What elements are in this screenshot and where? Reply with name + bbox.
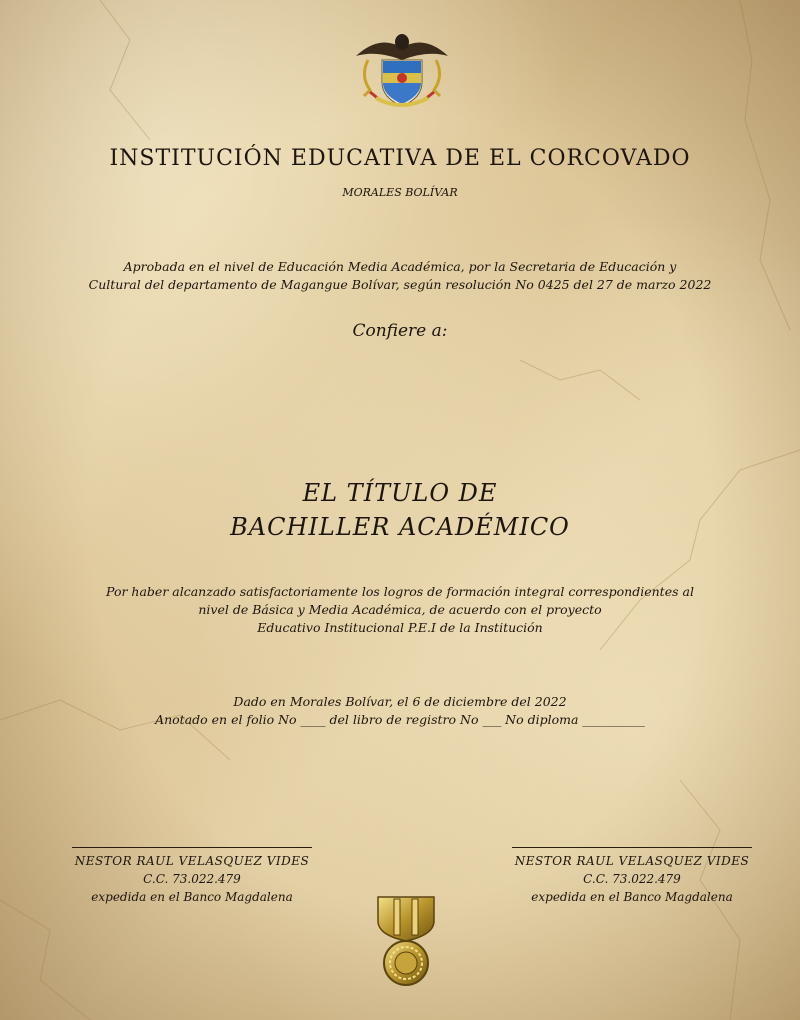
signer-id-origin: expedida en el Banco Magdalena bbox=[531, 890, 733, 904]
institution-name: INSTITUCIÓN EDUCATIVA DE EL CORCOVADO bbox=[109, 146, 691, 171]
degree-line-2: BACHILLER ACADÉMICO bbox=[230, 513, 570, 541]
gold-medal-icon bbox=[370, 895, 442, 989]
signer-name: NESTOR RAUL VELASQUEZ VIDES bbox=[74, 854, 310, 868]
signature-block-right bbox=[502, 852, 762, 906]
signer-id-origin: expedida en el Banco Magdalena bbox=[91, 890, 293, 904]
reason-line-2: nivel de Básica y Media Académica, de acuerdo con el proyecto bbox=[198, 602, 602, 617]
signer-id: C.C. 73.022.479 bbox=[583, 872, 681, 886]
degree-title bbox=[0, 476, 800, 544]
institution-location: MORALES BOLÍVAR bbox=[342, 186, 458, 199]
issued-line-1: Dado en Morales Bolívar, el 6 de diciembre del 2022 bbox=[233, 694, 567, 709]
approval-text bbox=[0, 258, 800, 294]
signer-name: NESTOR RAUL VELASQUEZ VIDES bbox=[514, 854, 750, 868]
colombia-coat-of-arms-icon bbox=[350, 26, 454, 112]
degree-line-1: EL TÍTULO DE bbox=[302, 479, 498, 507]
approval-line-2: Cultural del departamento de Magangue Bolívar, según resolución No 0425 del 27 de marzo 2022 bbox=[88, 277, 712, 292]
reason-text bbox=[0, 583, 800, 637]
confers-label: Confiere a: bbox=[352, 321, 448, 341]
signature-line-left bbox=[72, 847, 312, 848]
signature-line-right bbox=[512, 847, 752, 848]
issued-line-2: Anotado en el folio No ____ del libro de registro No ___ No diploma __________ bbox=[155, 712, 645, 727]
reason-line-3: Educativo Institucional P.E.I de la Institución bbox=[257, 620, 543, 635]
issued-text bbox=[0, 693, 800, 729]
reason-line-1: Por haber alcanzado satisfactoriamente los logros de formación integral correspondientes al bbox=[106, 584, 694, 599]
approval-line-1: Aprobada en el nivel de Educación Media Académica, por la Secretaria de Educación y bbox=[123, 259, 677, 274]
signer-id: C.C. 73.022.479 bbox=[143, 872, 241, 886]
signature-block-left bbox=[62, 852, 322, 906]
